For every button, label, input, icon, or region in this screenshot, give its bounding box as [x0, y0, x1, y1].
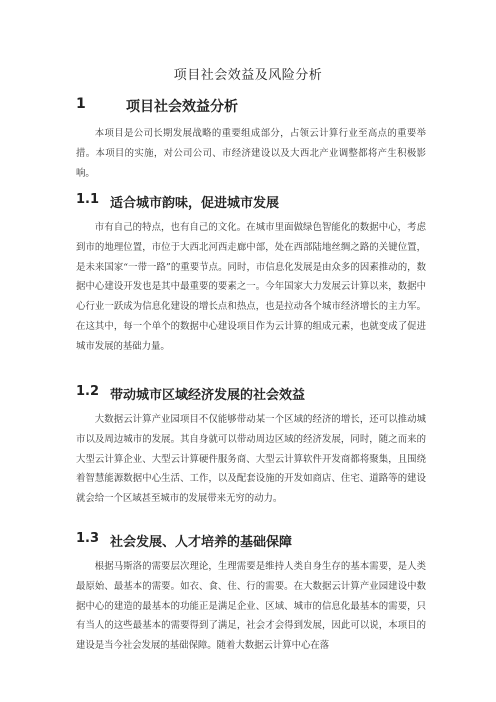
section-heading-1 — [76, 96, 436, 116]
section-heading-1-3 — [76, 531, 436, 550]
section-paragraph-1-1: 市有自己的特点，也有自己的文化。在城市里面做绿色智能化的数据中心，考虑到市的地理位置，市位于大西北河西走廊中部，处在西部陆地丝绸之路的关键位置，是未来国家“一带一路”的重要节点。同时，市信息化发展是由众多的因素推动的，数据中心建设开发也是其中最重要的要素之一。今年国家大力发展云计算以来，数据中心行业一跃成为信息化建设的增长点和热点，也是拉动各个城市经济增长的主力军。在这其中，每一个单个的数据中心建设项目作为云计算的组成元素，也就变成了促进城市发展的基础力量。 — [76, 222, 426, 352]
section-heading-text: 社会发展、人才培养的基础保障 — [110, 535, 293, 550]
section-heading-1-2 — [76, 384, 436, 403]
section-number: 1.2 — [76, 384, 100, 399]
section-paragraph-1: 本项目是公司长期发展战略的重要组成部分，占领云计算行业至高点的重要举措。本项目的实施，对公司公司、市经济建设以及大西北产业调整都将产生积极影响。 — [76, 128, 426, 179]
section-paragraph-1-2: 大数据云计算产业园项目不仅能够带动某一个区域的经济的增长，还可以推动城市以及周边城市的发展。其自身就可以带动周边区域的经济发展，同时，随之而来的大型云计算企业、大型云计算硬件服务商、大型云计算软件开发商都将聚集，且围绕着智慧能源数据中心生活、工作，以及配套设施的开发如商店、住宅、道路等的建设就会给一个区域甚至城市的发展带来无穷的动力。 — [76, 414, 426, 505]
document-title: 项目社会效益及风险分析 — [173, 68, 323, 83]
section-number: 1 — [76, 96, 86, 112]
section-heading-1-1 — [76, 192, 436, 211]
section-paragraph-1-3: 根据马斯洛的需要层次理论，生理需要是维持人类自身生存的基本需要，是人类最原始、最基本的需要。如衣、食、住、行的需要。在大数据云计算产业园建设中数据中心的建造的最基本的功能正是满足企业、区域、城市的信息化最基本的需要，只有当人的这些最基本的需要得到了满足，社会才会得到发展，因此可以说，本项目的建设是当今社会发展的基础保障。随着大数据云计算中心在落 — [76, 561, 426, 652]
section-number: 1.3 — [76, 531, 100, 546]
section-heading-text: 适合城市韵味，促进城市发展 — [110, 196, 280, 211]
section-heading-text: 项目社会效益分析 — [126, 99, 238, 115]
section-heading-text: 带动城市区域经济发展的社会效益 — [110, 388, 306, 403]
section-number: 1.1 — [76, 192, 100, 207]
